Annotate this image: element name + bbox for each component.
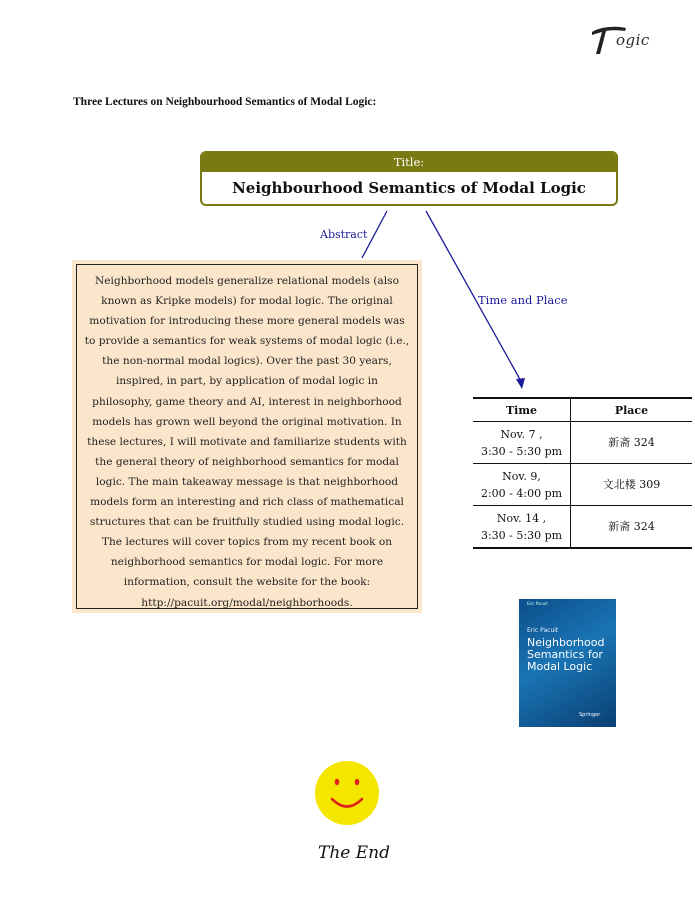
table-row <box>473 506 692 549</box>
table-row <box>473 422 692 464</box>
page-heading: Three Lectures on Neighbourhood Semantics of Modal Logic: <box>73 96 377 108</box>
book-title-line: Neighborhood <box>527 636 605 649</box>
header-time: Time <box>473 398 571 422</box>
place-cell: 新斋 324 <box>608 520 655 533</box>
book-author: Eric Pacuit <box>527 627 559 634</box>
abstract-line: structures that can be fruitfully studied using modal logic. <box>89 516 405 529</box>
book-publisher: Springer <box>579 712 601 718</box>
abstract-line: models form an interesting and rich class of mathematical <box>90 496 404 509</box>
abstract-label: Abstract <box>320 228 368 241</box>
abstract-line: philosophy, game theory and AI, interest in neighborhood <box>92 395 402 408</box>
place-cell: 新斋 324 <box>571 422 693 464</box>
book-title-line: Modal Logic <box>527 660 593 673</box>
the-end-text: The End <box>318 843 390 863</box>
abstract-line: the non-normal modal logics). Over the past 30 years, <box>102 355 392 368</box>
time-text: 3:30 - 5:30 pm <box>480 444 563 458</box>
abstract-line: neighborhood semantics for modal logic. For more <box>110 556 384 569</box>
abstract-line: motivation for introducing these more general models was <box>89 315 405 328</box>
time-cell <box>473 464 571 506</box>
date-text: Nov. 9, <box>502 469 541 483</box>
abstract-line: The lectures will cover topics from my recent book on <box>101 536 393 549</box>
time-text: 3:30 - 5:30 pm <box>480 528 563 542</box>
book-title <box>527 637 613 673</box>
time-place-label: Time and Place <box>478 293 568 307</box>
time-cell <box>473 422 571 464</box>
abstract-line: logic. The main takeaway message is that neighborhood <box>95 475 399 488</box>
abstract-line: to provide a semantics for weak systems of modal logic (i.e., <box>84 335 410 348</box>
table-row <box>473 464 692 506</box>
abstract-line: models has grown well beyond the original motivation. In <box>92 415 402 428</box>
date-text: Nov. 14 , <box>496 511 547 525</box>
time-cell <box>473 506 571 549</box>
date-text: Nov. 7 , <box>500 427 543 441</box>
arrow-head-icon <box>516 378 525 389</box>
table-header-row <box>473 398 692 422</box>
abstract-line: inspired, in part, by application of modal logic in <box>115 375 379 388</box>
place-cell: 文北楼 309 <box>571 464 693 506</box>
abstract-line: known as Kripke models) for modal logic. The original <box>101 295 393 308</box>
title-label: Title: <box>202 153 616 172</box>
book-title-line: Semantics for <box>527 648 603 661</box>
book-series-text: Eric Pacuit <box>527 601 548 606</box>
header-place: Place <box>571 398 693 422</box>
abstract-line: http://pacuit.org/modal/neighborhoods. <box>141 596 353 609</box>
book-cover <box>519 599 616 727</box>
logo-text: ogic <box>616 31 650 49</box>
abstract-line: Neighborhood models generalize relational models (also <box>95 275 399 287</box>
abstract-box <box>72 260 422 613</box>
abstract-line: the general theory of neighborhood semantics for modal <box>95 455 399 468</box>
lecture-title: Neighbourhood Semantics of Modal Logic <box>232 179 586 197</box>
schedule-table <box>473 397 692 549</box>
abstract-text <box>76 264 418 609</box>
time-text: 2:00 - 4:00 pm <box>480 486 563 500</box>
smiley-face-icon <box>314 760 380 826</box>
abstract-line: information, consult the website for the book: <box>123 576 371 589</box>
abstract-line: these lectures, I will motivate and familiarize students with <box>87 435 407 448</box>
